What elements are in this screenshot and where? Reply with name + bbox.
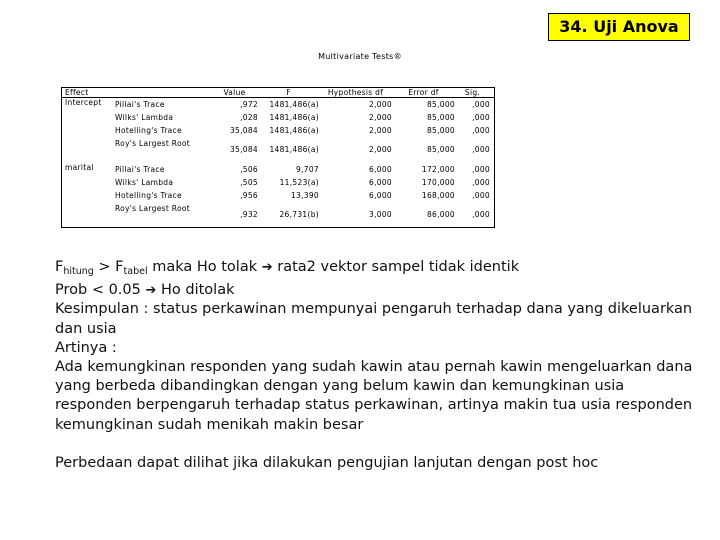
artinya-label: Artinya :	[55, 339, 117, 356]
cell-statistic: Wilks' Lambda	[115, 112, 174, 122]
table-caption: Multivariate Tests®	[318, 52, 402, 61]
cell-sig: ,000	[455, 98, 495, 111]
cell-statistic: Roy's Largest Root	[115, 138, 190, 148]
cell-effect	[62, 202, 116, 228]
artinya-text: Ada kemungkinan responden yang sudah kawin atau pernah kawin mengeluarkan dana yang berbeda dibandingkan dengan yang belum kawin dan kemungkinan usia responden berpengaruh terhadap status perkawinan, artinya makin tua usia responden kemungkinan sudah menikah makin besar	[55, 359, 693, 433]
cell-f: 9,707	[296, 164, 319, 174]
cell-statistic: Pillai's Trace	[115, 164, 165, 174]
cell-f: 1481,486(a)	[269, 99, 319, 109]
f-greater-than: > F	[93, 259, 124, 275]
f-hitung-subscript: hitung	[63, 266, 94, 277]
cell-hypothesis-df: 2,000	[369, 125, 392, 135]
header-f: F	[258, 88, 319, 98]
cell-error-df: 168,000	[421, 190, 455, 200]
cell-error-df: 85,000	[426, 112, 455, 122]
cell-statistic: Hotelling's Trace	[115, 125, 182, 135]
table-row	[62, 98, 495, 111]
cell-value: 35,084	[229, 125, 258, 135]
vektor-text: rata2 vektor sampel tidak identik	[272, 259, 520, 275]
cell-error-df: 85,000	[426, 99, 455, 109]
cell-f: 1481,486(a)	[269, 145, 319, 154]
header-value: Value	[211, 88, 258, 98]
cell-effect	[62, 176, 116, 189]
arrow-icon: ➔	[145, 283, 157, 299]
perbedaan-text: Perbedaan dapat dilihat jika dilakukan pengujian lanjutan dengan post hoc	[55, 454, 599, 471]
table-header-row	[62, 88, 495, 98]
cell-value: ,956	[240, 190, 258, 200]
table-row	[62, 189, 495, 202]
cell-effect	[62, 124, 116, 137]
header-hypothesis-df: Hypothesis df	[319, 88, 392, 98]
cell-value: ,028	[240, 112, 258, 122]
cell-sig: ,000	[455, 189, 495, 202]
arrow-icon: ➔	[261, 260, 273, 275]
header-sig: Sig.	[455, 88, 495, 98]
cell-sig: ,000	[455, 202, 495, 228]
cell-statistic: Hotelling's Trace	[115, 190, 182, 200]
cell-value: ,972	[240, 99, 258, 109]
cell-f: 11,523(a)	[279, 177, 319, 187]
cell-statistic: Pillai's Trace	[115, 99, 165, 109]
cell-f: 1481,486(a)	[269, 125, 319, 135]
cell-sig: ,000	[455, 124, 495, 137]
cell-value: 35,084	[229, 145, 258, 154]
multivariate-tests-table	[61, 87, 495, 228]
cell-hypothesis-df: 6,000	[369, 177, 392, 187]
cell-hypothesis-df: 2,000	[369, 112, 392, 122]
table-row	[62, 176, 495, 189]
cell-effect: marital	[62, 163, 116, 176]
f-tabel-subscript: tabel	[123, 266, 148, 277]
cell-sig: ,000	[455, 176, 495, 189]
cell-statistic: Wilks' Lambda	[115, 177, 174, 187]
header-effect: Effect	[62, 88, 116, 98]
cell-hypothesis-df: 6,000	[369, 190, 392, 200]
cell-effect	[62, 189, 116, 202]
cell-error-df: 172,000	[421, 164, 455, 174]
table-row	[62, 202, 495, 228]
cell-sig: ,000	[455, 163, 495, 176]
prob-text: Prob < 0.05	[55, 282, 146, 299]
cell-error-df: 86,000	[392, 202, 455, 228]
cell-error-df: 85,000	[426, 125, 455, 135]
cell-error-df: 170,000	[421, 177, 455, 187]
cell-value: ,506	[240, 164, 258, 174]
table-body	[62, 98, 495, 228]
f-symbol: F	[55, 259, 64, 275]
cell-sig: ,000	[455, 111, 495, 124]
header-stat	[115, 88, 211, 98]
cell-f: 1481,486(a)	[269, 112, 319, 122]
cell-sig: ,000	[455, 137, 495, 163]
cell-hypothesis-df: 6,000	[369, 164, 392, 174]
body-text	[55, 258, 705, 473]
cell-hypothesis-df: 2,000	[369, 145, 392, 154]
kesimpulan-text: Kesimpulan : status perkawinan mempunyai pengaruh terhadap dana yang dikeluarkan dan usia	[55, 301, 693, 337]
header-error-df: Error df	[392, 88, 455, 98]
cell-f: 13,390	[290, 190, 319, 200]
cell-f: 26,731(b)	[258, 202, 319, 228]
cell-hypothesis-df: 3,000	[319, 202, 392, 228]
conclusion-prob	[55, 281, 705, 300]
cell-value: ,932	[211, 202, 258, 228]
cell-statistic: Roy's Largest Root	[115, 202, 211, 228]
table-row	[62, 124, 495, 137]
cell-effect: Intercept	[62, 98, 116, 111]
conclusion-f-test	[55, 258, 705, 281]
table-row	[62, 163, 495, 176]
table-row	[62, 137, 495, 163]
ho-ditolak-text: Ho ditolak	[156, 282, 235, 299]
ho-tolak-text: maka Ho tolak	[147, 259, 262, 275]
cell-effect	[62, 111, 116, 124]
cell-effect	[62, 137, 116, 163]
slide-title: 34. Uji Anova	[548, 13, 690, 41]
cell-error-df: 85,000	[426, 145, 455, 154]
cell-value: ,505	[240, 177, 258, 187]
cell-hypothesis-df: 2,000	[369, 99, 392, 109]
table-row	[62, 111, 495, 124]
